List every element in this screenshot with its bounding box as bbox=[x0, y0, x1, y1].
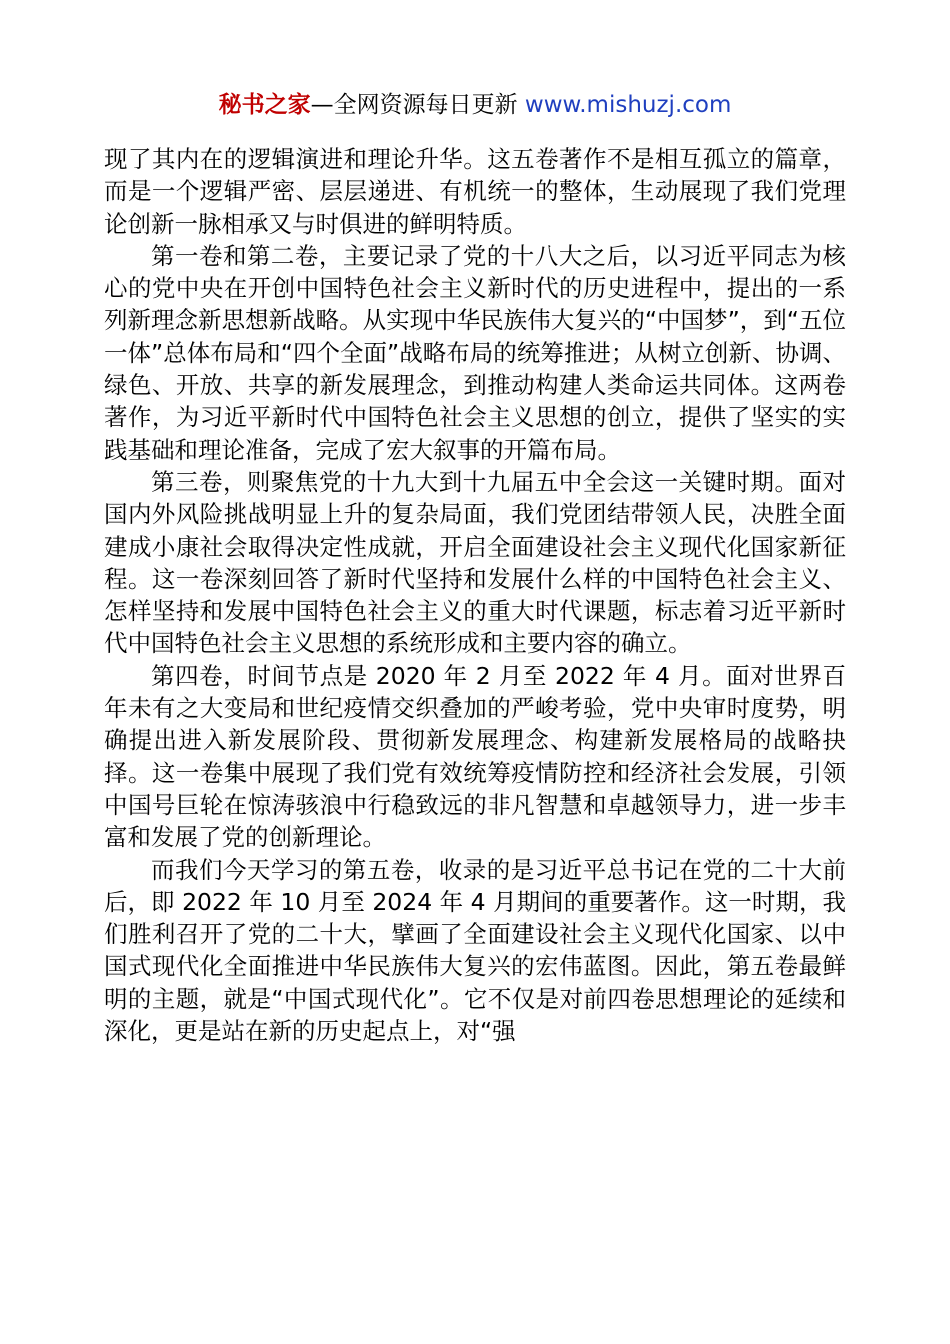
paragraph-4: 第四卷，时间节点是 2020 年 2 月至 2022 年 4 月。面对世界百年未有之大变局和世纪疫情交织叠加的严峻考验，党中央审时度势，明确提出进入新发展阶段、贯彻新发展理念、构建新发展格局的战略抉择。这一卷集中展现了我们党有效统筹疫情防控和经济社会发展，引领中国号巨轮在惊涛骇浪中行稳致远的非凡智慧和卓越领导力，进一步丰富和发展了党的创新理论。 bbox=[104, 661, 846, 852]
document-body bbox=[104, 143, 846, 1047]
paragraph-1: 现了其内在的逻辑演进和理论升华。这五卷著作不是相互孤立的篇章，而是一个逻辑严密、层层递进、有机统一的整体，生动展现了我们党理论创新一脉相承又与时俱进的鲜明特质。 bbox=[104, 145, 846, 238]
page-header bbox=[0, 88, 950, 122]
paragraph-3: 第三卷，则聚焦党的十九大到十九届五中全会这一关键时期。面对国内外风险挑战明显上升的复杂局面，我们党团结带领人民，决胜全面建成小康社会取得决定性成就，开启全面建设社会主义现代化国家新征程。这一卷深刻回答了新时代坚持和发展什么样的中国特色社会主义、怎样坚持和发展中国特色社会主义的重大时代课题，标志着习近平新时代中国特色社会主义思想的系统形成和主要内容的确立。 bbox=[104, 467, 846, 658]
paragraph-2: 第一卷和第二卷，主要记录了党的十八大之后，以习近平同志为核心的党中央在开创中国特色社会主义新时代的历史进程中，提出的一系列新理念新思想新战略。从实现中华民族伟大复兴的“中国梦”，到“五位一体”总体布局和“四个全面”战略布局的统筹推进；从树立创新、协调、绿色、开放、共享的新发展理念，到推动构建人类命运共同体。这两卷著作，为习近平新时代中国特色社会主义思想的创立，提供了坚实的实践基础和理论准备，完成了宏大叙事的开篇布局。 bbox=[104, 241, 846, 464]
paragraph-5: 而我们今天学习的第五卷，收录的是习近平总书记在党的二十大前后，即 2022 年 10 月至 2024 年 4 月期间的重要著作。这一时期，我们胜利召开了党的二十大，擘画了全面建设社会主义现代化国家、以中国式现代化全面推进中华民族伟大复兴的宏伟蓝图。因此，第五卷最鲜明的主题，就是“中国式现代化”。它不仅是对前四卷思想理论的延续和深化，更是站在新的历史起点上，对“强 bbox=[104, 855, 846, 1046]
header-url-link[interactable]: www.mishuzj.com bbox=[524, 92, 732, 118]
brand-name: 秘书之家 bbox=[218, 92, 311, 118]
header-slogan: —全网资源每日更新 bbox=[310, 92, 518, 118]
